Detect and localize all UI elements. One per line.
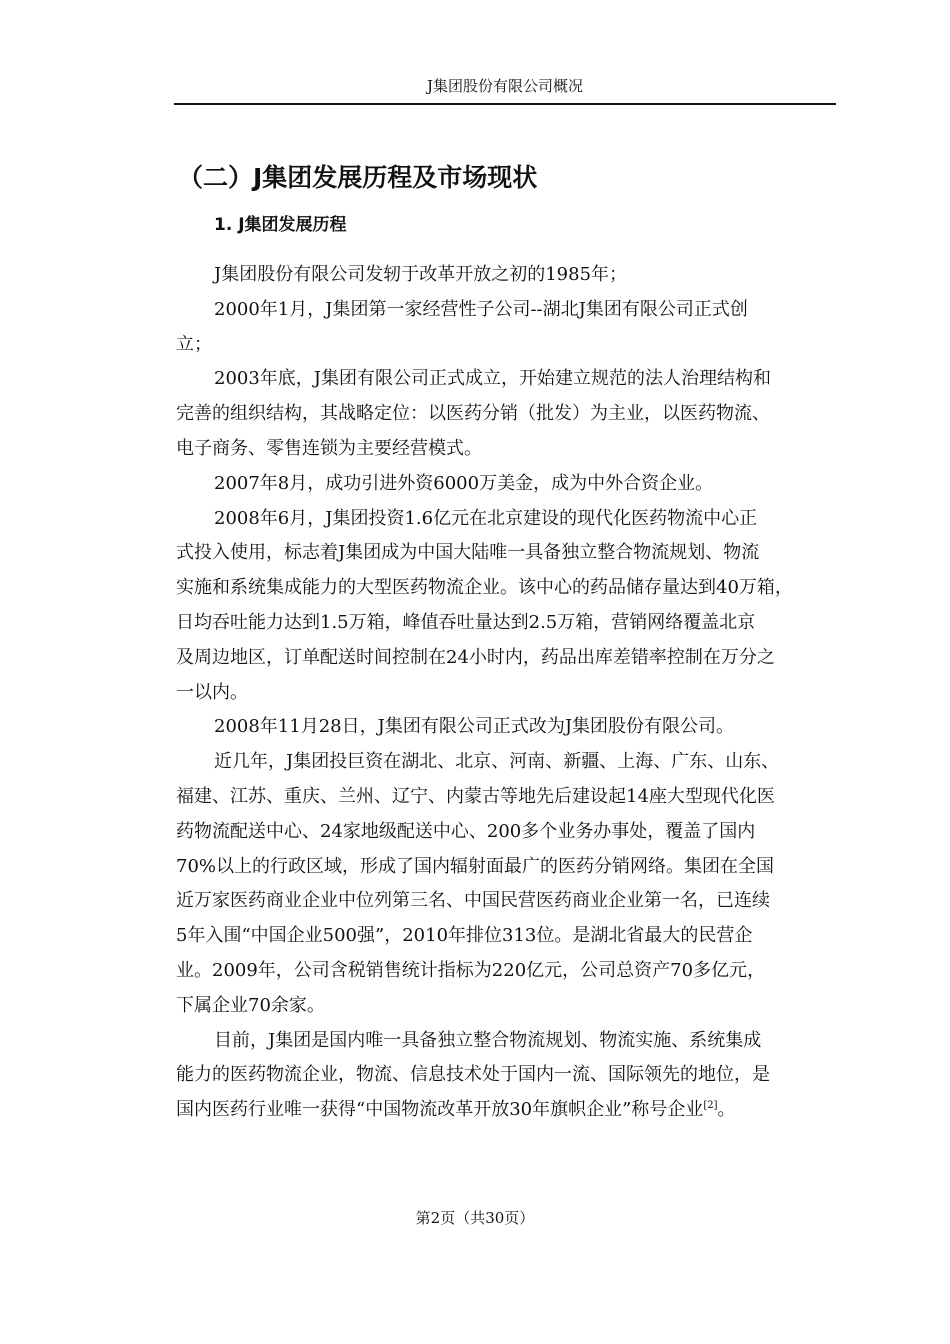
text-line: 一以内。 bbox=[176, 681, 248, 703]
page-footer: 第2页（共30页） bbox=[415, 1209, 535, 1227]
text-line: 日均吞吐能力达到1.5万箱，峰值吞吐量达到2.5万箱，营销网络覆盖北京 bbox=[176, 611, 756, 633]
final-punct: 。 bbox=[717, 1099, 736, 1121]
text-line-content: 国内医药行业唯一获得“中国物流改革开放30年旗帜企业”称号企业 bbox=[176, 1099, 704, 1121]
body-text bbox=[176, 258, 836, 1128]
text-line: 实施和系统集成能力的大型医药物流企业。该中心的药品储存量达到40万箱， bbox=[176, 577, 793, 599]
text-line: 近万家医药商业企业中位列第三名、中国民营医药商业企业第一名，已连续 bbox=[176, 890, 770, 912]
text-line: 2000年1月，J集团第一家经营性子公司--湖北J集团有限公司正式创 bbox=[214, 298, 748, 320]
text-line: 近几年，J集团投巨资在湖北、北京、河南、新疆、上海、广东、山东、 bbox=[214, 751, 780, 773]
text-line-last bbox=[176, 1093, 836, 1128]
text-line: 式投入使用，标志着J集团成为中国大陆唯一具备独立整合物流规划、物流 bbox=[176, 542, 760, 564]
text-line: 70%以上的行政区域，形成了国内辐射面最广的医药分销网络。集团在全国 bbox=[176, 855, 775, 877]
text-line: J集团股份有限公司发轫于改革开放之初的1985年； bbox=[214, 264, 628, 285]
text-line: 2003年底，J集团有限公司正式成立，开始建立规范的法人治理结构和 bbox=[214, 368, 772, 390]
text-line: 业。2009年，公司含税销售统计指标为220亿元，公司总资产70多亿元， bbox=[176, 959, 766, 981]
text-line: 药物流配送中心、24家地级配送中心、200多个业务办事处，覆盖了国内 bbox=[176, 820, 756, 842]
text-line: 及周边地区，订单配送时间控制在24小时内，药品出库差错率控制在万分之 bbox=[176, 646, 775, 668]
text-line: 下属企业70余家。 bbox=[176, 994, 325, 1016]
page-header: J集团股份有限公司概况 bbox=[426, 77, 583, 95]
citation-ref[interactable]: [2] bbox=[703, 1100, 718, 1112]
text-line: 5年入围“中国企业500强”，2010年排位313位。是湖北省最大的民营企 bbox=[176, 925, 753, 947]
section-title: （二）J集团发展历程及市场现状 bbox=[178, 163, 538, 192]
text-line: 福建、江苏、重庆、兰州、辽宁、内蒙古等地先后建设起14座大型现代化医 bbox=[176, 785, 775, 807]
text-line: 2008年11月28日，J集团有限公司正式改为J集团股份有限公司。 bbox=[214, 716, 735, 738]
text-line: 目前，J集团是国内唯一具备独立整合物流规划、物流实施、系统集成 bbox=[214, 1029, 762, 1051]
text-line: 电子商务、零售连锁为主要经营模式。 bbox=[176, 437, 482, 459]
text-line: 2007年8月，成功引进外资6000万美金，成为中外合资企业。 bbox=[214, 472, 714, 494]
text-line: 2008年6月，J集团投资1.6亿元在北京建设的现代化医药物流中心正 bbox=[214, 507, 758, 529]
text-line: 完善的组织结构，其战略定位：以医药分销（批发）为主业，以医药物流、 bbox=[176, 403, 770, 425]
subsection-title: 1. J集团发展历程 bbox=[214, 215, 347, 235]
header-divider bbox=[174, 103, 836, 105]
text-line: 能力的医药物流企业，物流、信息技术处于国内一流、国际领先的地位，是 bbox=[176, 1064, 770, 1086]
text-line: 立； bbox=[176, 333, 212, 355]
